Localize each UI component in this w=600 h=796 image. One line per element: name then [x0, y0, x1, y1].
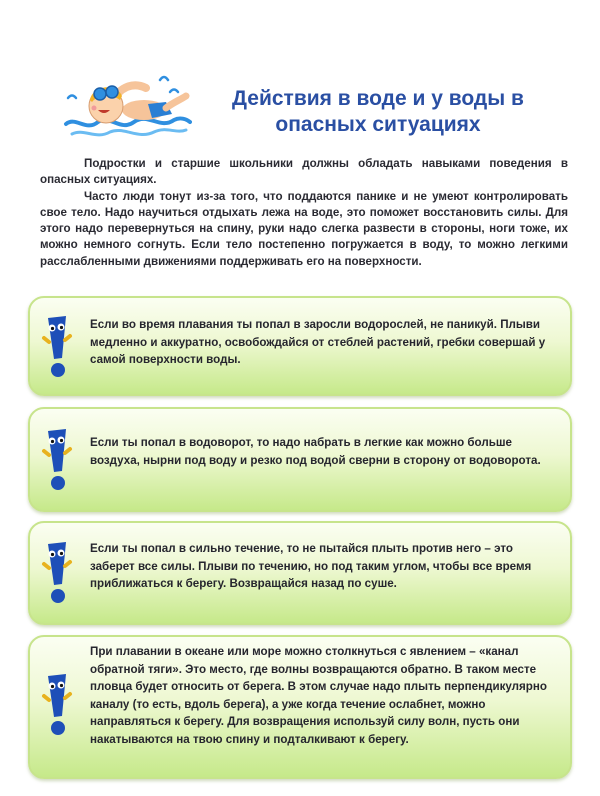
tip-card-current: [28, 521, 572, 625]
page-header: [0, 0, 600, 150]
tip-text: При плавании в океане или море можно столкнуться с явлением – «канал обратной тяги». Это место, где волны возвращаются обратно. В таком месте пловца будет относить от берега. В этом случае надо плыть перпендикулярно каналу (то есть, вдоль берега), а уже когда течение ослабнет, можно направляться к берегу. Для возвращения используй силу волн, пусть они накатываются на твою спину и подталкивают к берегу.: [90, 645, 547, 746]
page-title: Действия в воде и у воды в опасных ситуациях: [232, 87, 524, 136]
swimmer-icon: [62, 62, 192, 142]
tip-text: Если ты попал в сильно течение, то не пытайся плыть против него – это заберет все силы. Плыви по течению, но под таким углом, чтобы все время приближаться к берегу. Возвращайся назад по суше.: [90, 542, 532, 590]
exclamation-mark-icon: [40, 312, 76, 382]
exclamation-mark-icon: [40, 425, 76, 495]
tip-card-seaweed: [28, 296, 572, 396]
tip-card-rip-current: [28, 635, 572, 779]
tip-text: Если ты попал в водоворот, то надо набрать в легкие как можно больше воздуха, нырни под воду и резко под водой сверни в сторону от водоворота.: [90, 436, 541, 467]
intro-paragraph: Подростки и старшие школьники должны обладать навыками поведения в опасных ситуациях.: [40, 157, 568, 187]
exclamation-mark-icon: [40, 670, 76, 740]
intro-paragraph: Часто люди тонут из-за того, что поддаются панике и не умеют контролировать свое тело. Надо научиться отдыхать лежа на воде, это поможет восстановить силы. Для этого надо перевернуться на спину, руки надо слегка развести в стороны, ноги тоже, их можно немного согнуть. Если тело постепенно погружается в воду, то можно легкими расслабленными движениями поддерживать его на поверхности.: [40, 189, 568, 268]
intro-text: [40, 156, 568, 270]
tip-text: Если во время плавания ты попал в заросли водорослей, не паникуй. Плыви медленно и аккуратно, освобождайся от стеблей растений, гребки совершай у самой поверхности воды.: [90, 318, 546, 366]
tip-card-whirlpool: [28, 407, 572, 512]
exclamation-mark-icon: [40, 538, 76, 608]
